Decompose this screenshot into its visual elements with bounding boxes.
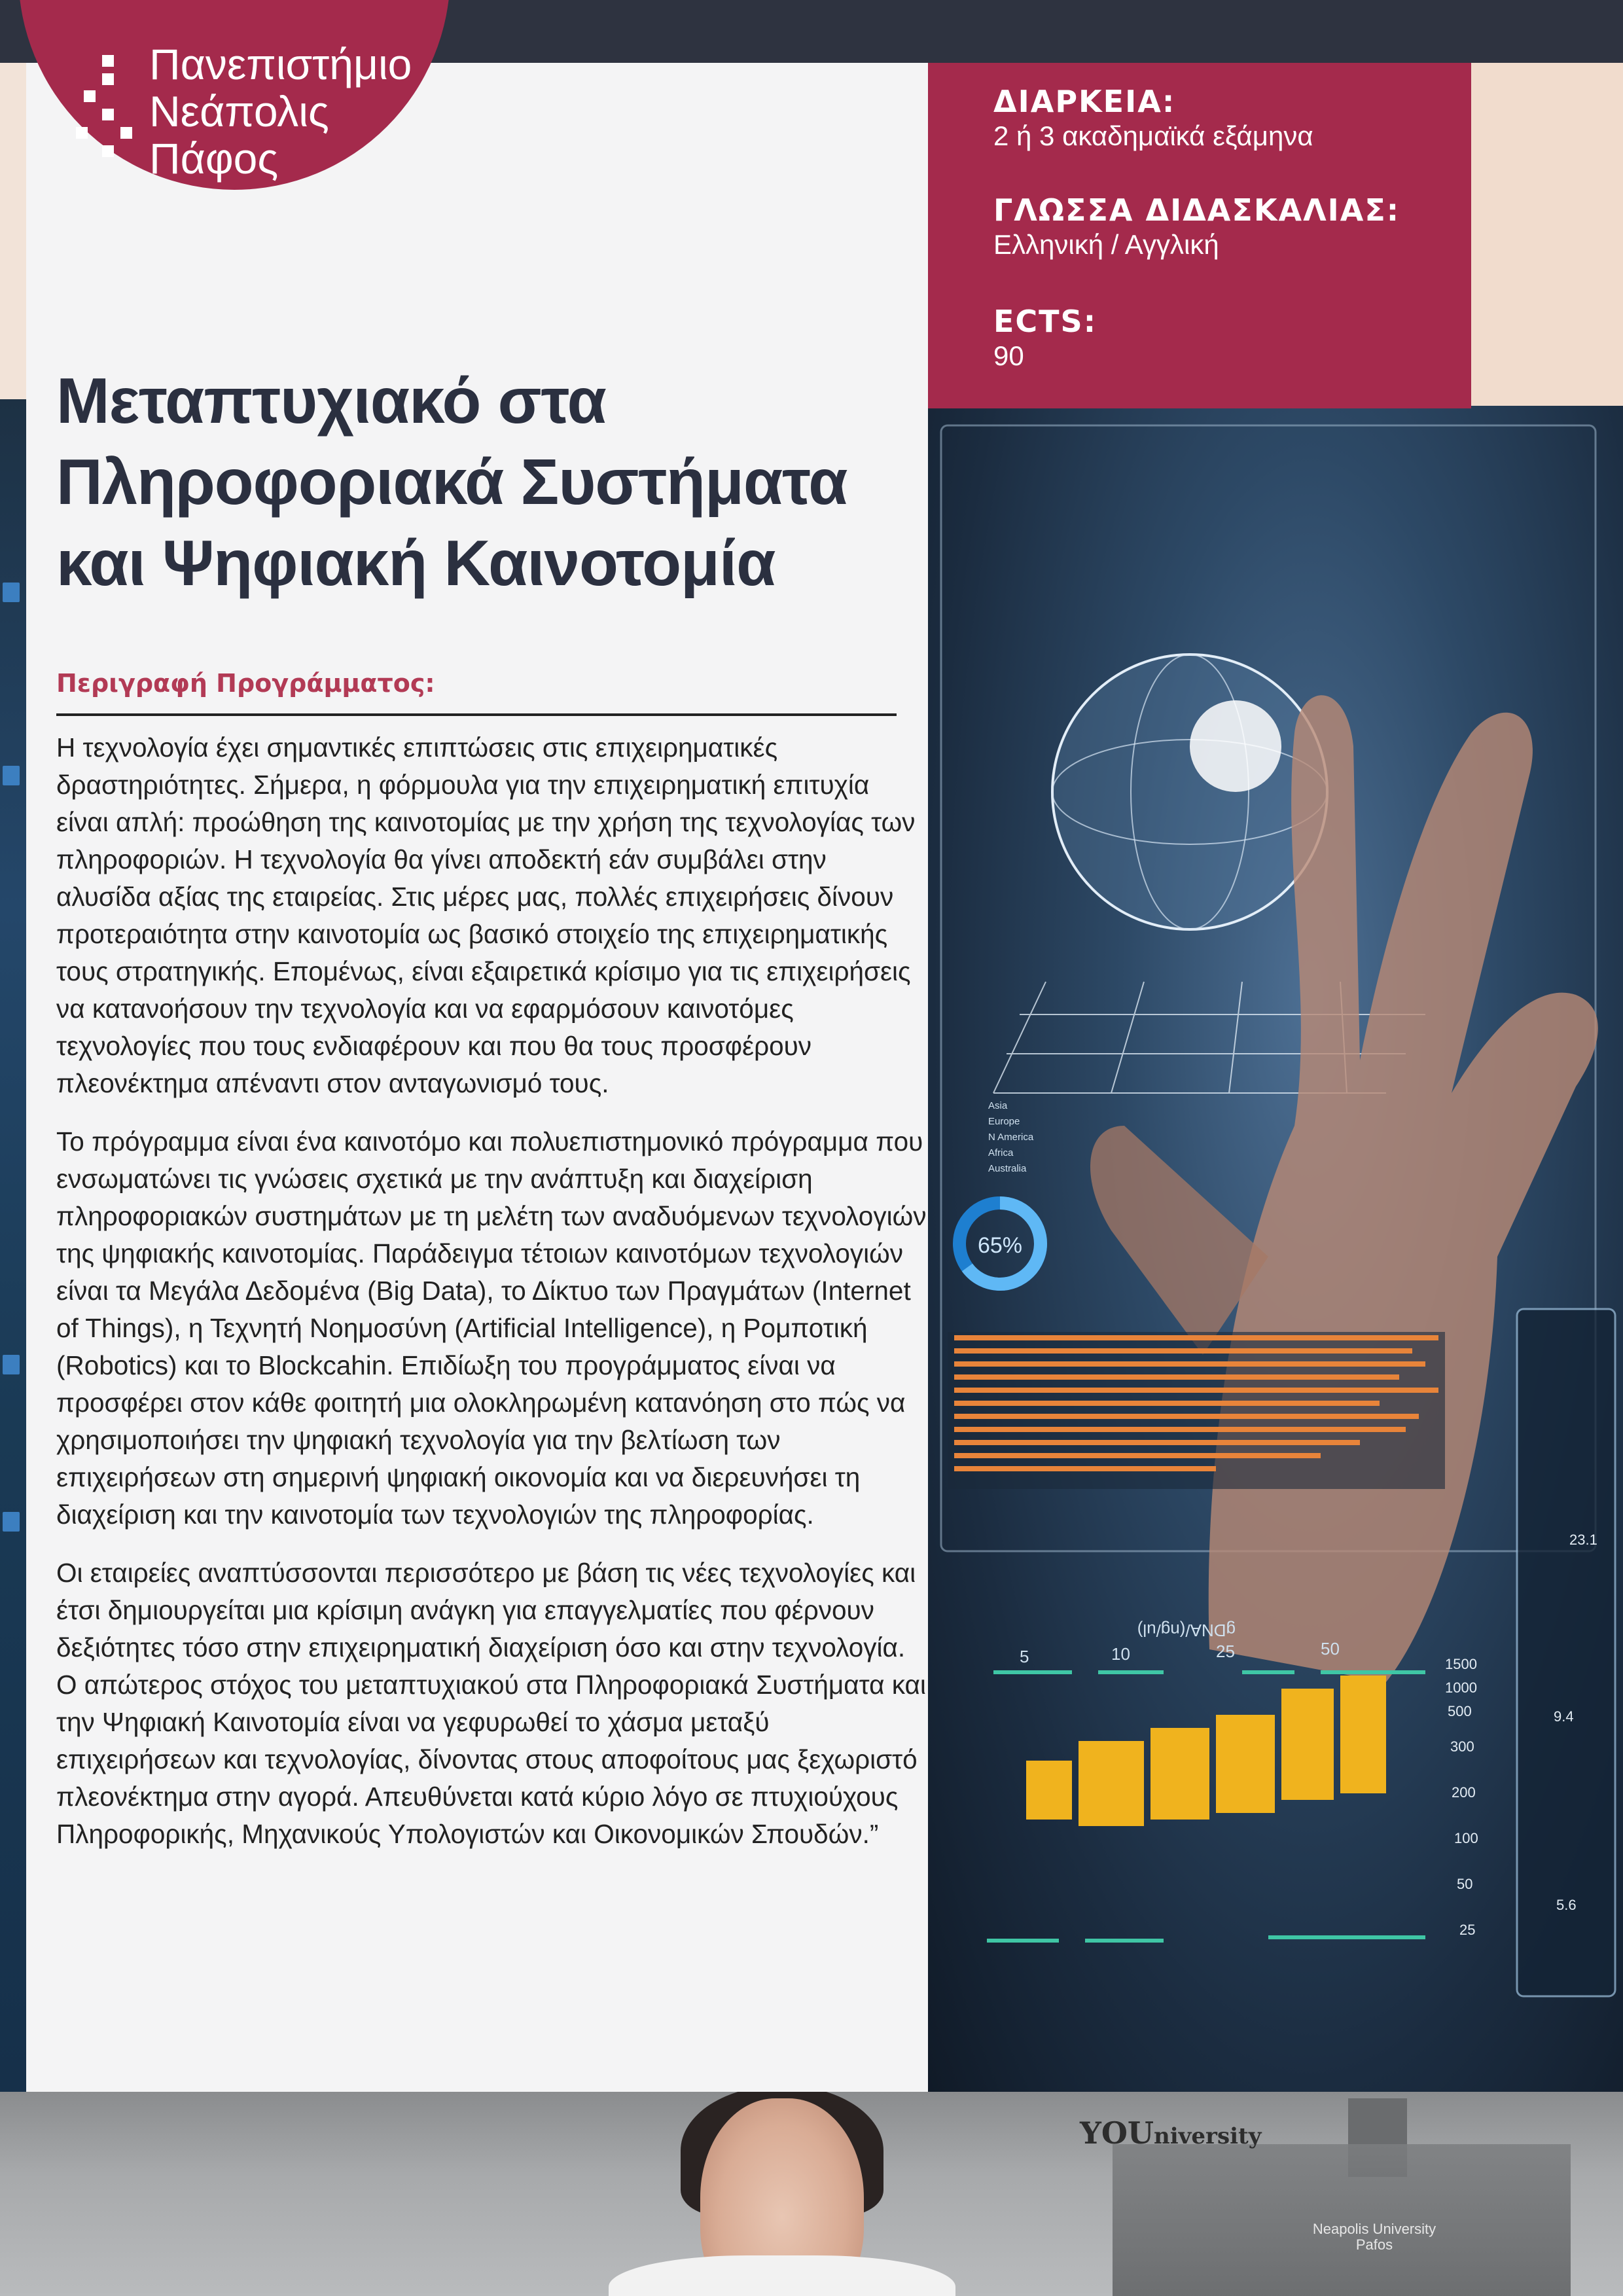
title-line: και Ψηφιακή Καινοτομία	[56, 527, 776, 599]
region-label: Europe	[988, 1116, 1020, 1127]
decor-dot	[3, 1512, 20, 1532]
description-body	[56, 729, 927, 1874]
side-value: 23.1	[1569, 1532, 1597, 1548]
duration-value: 2 ή 3 ακαδημαϊκά εξάμηνα	[993, 120, 1313, 151]
left-background-image	[0, 399, 26, 2094]
program-info-box	[928, 63, 1471, 408]
percent-label: 65%	[977, 1233, 1023, 1258]
ects-value: 90	[993, 340, 1024, 371]
right-tick: 200	[1452, 1784, 1476, 1801]
axis-label: gDNA/(ng/ul)	[1137, 1621, 1236, 1640]
youniversity-brand	[1080, 2115, 1262, 2151]
sign-line: Neapolis University	[1312, 2221, 1436, 2237]
sign-line: Pafos	[1355, 2236, 1393, 2253]
decor-dot	[3, 1355, 20, 1374]
peach-edge	[1471, 63, 1623, 410]
tech-hud-graphic	[928, 406, 1623, 2094]
paragraph: Η τεχνολογία έχει σημαντικές επιπτώσεις στις επιχειρηματικές δραστηριότητες. Σήμερα, η φόρμουλα για την επιχειρηματική επιτυχία είναι απλή: προώθηση της καινοτομίας με την χρήση της τεχνολογίας των πληροφοριών. Η τεχνολογία θα γίνει αποδεκτή εάν συμβάλει στην αλυσίδα αξίας της εταιρείας. Στις μέρες μας, πολλές επιχειρήσεις δίνουν προτεραιότητα στην καινοτομία ως βασικό στοιχείο της επιχειρηματικής τους στρατηγικής. Επομένως, είναι εξαιρετικά κρίσιμο για τις επιχειρήσεις να κατανοήσουν την τεχνολογία και να εφαρμόσουν καινοτόμες τεχνολογίες που τους ενδιαφέρουν και που θα τους προσφέρουν πλεονέκτημα απέναντι στον ανταγωνισμό τους.	[56, 732, 916, 1098]
region-list	[988, 1100, 1034, 1174]
description-heading: Περιγραφή Προγράμματος:	[56, 669, 435, 698]
top-tick: 10	[1111, 1644, 1130, 1664]
yellow-bars	[1026, 1676, 1386, 1826]
right-tick: 1000	[1445, 1679, 1477, 1696]
glow	[1190, 700, 1281, 792]
logo-line: Πάφος	[149, 134, 279, 183]
side-value: 9.4	[1554, 1708, 1574, 1725]
duration-label: ΔΙΑΡΚΕΙΑ:	[993, 84, 1176, 119]
university-building	[1113, 2144, 1571, 2296]
hud-side-panel	[1517, 1309, 1615, 1996]
globe	[1052, 655, 1327, 929]
right-tick: 1500	[1445, 1656, 1477, 1672]
ects-label: ECTS:	[993, 304, 1097, 339]
right-tick: 50	[1457, 1876, 1473, 1892]
heading-rule	[56, 713, 897, 716]
tech-hand-image	[928, 406, 1623, 2094]
top-tick: 50	[1321, 1639, 1340, 1659]
region-label: Australia	[988, 1163, 1027, 1174]
region-label: N America	[988, 1132, 1034, 1143]
right-ticks	[1445, 1656, 1478, 1938]
right-tick: 100	[1454, 1830, 1478, 1846]
bar-panel	[948, 1332, 1445, 1489]
region-label: Asia	[988, 1100, 1008, 1111]
paragraph: Οι εταιρείες αναπτύσσονται περισσότερο με βάση τις νέες τεχνολογίες και έτσι δημιουργείται μια κρίσιμη ανάγκη για επαγγελματίες που φέρνουν δεξιότητες τόσο στην επιχειρηματική διαχείριση όσο και στην τεχνολογία. Ο απώτερος στόχος του μεταπτυχιακού στα Πληροφοριακά Συστήματα και την Ψηφιακή Καινοτομία είναι να γεφυρωθεί το χάσμα μεταξύ επιχειρήσεων και τεχνολογίας, δίνοντας στους αποφοίτους μας ξεχωριστό πλεονέκτημα στην αγορά. Απευθύνεται κατά κύριο λόγο σε πτυχιούχους Πληροφορικής, Μηχανικούς Υπολογιστών και Οικονομικών Σπουδών.”	[56, 1558, 926, 1849]
program-title	[56, 360, 920, 603]
title-line: Πληροφοριακά Συστήματα	[56, 446, 847, 518]
decor-dot	[3, 583, 20, 602]
title-line: Μεταπτυχιακό στα	[56, 365, 606, 437]
brand-big: YOU	[1080, 2115, 1154, 2151]
person-shirt	[609, 2255, 955, 2296]
top-tick: 5	[1020, 1647, 1029, 1666]
brand-small: niversity	[1154, 2123, 1262, 2149]
right-tick: 25	[1459, 1922, 1476, 1938]
logo-line: Νεάπολις	[149, 87, 329, 135]
right-tick: 300	[1450, 1738, 1474, 1755]
logo-mark-icon	[76, 55, 135, 166]
region-label: Africa	[988, 1147, 1014, 1158]
paragraph: Το πρόγραμμα είναι ένα καινοτόμο και πολυεπιστημονικό πρόγραμμα που ενσωματώνει τις γνώσεις σχετικά με την ανάπτυξη και διαχείριση πληροφοριακών συστημάτων με τη μελέτη των αναδυόμενων τεχνολογιών της ψηφιακής καινοτομίας. Παράδειγμα τέτοιων καινοτόμων τεχνολογιών είναι τα Μεγάλα Δεδομένα (Big Data), το Δίκτυο των Πραγμάτων (Internet of Things), η Τεχνητή Νοημοσύνη (Artificial Intelligence), η Ρομποτική (Robotics) και το Blockcahin. Επιδίωξη του προγράμματος είναι να προσφέρει στον κάθε φοιτητή μια ολοκληρωμένη κατανόηση στο πώς να χρησιμοποιήσει την ψηφιακή τεχνολογία για την βελτίωση των επιχειρήσεων στη σημερινή ψηφιακή οικονομία και να διερευνήσει τη διαχείριση και την καινοτομία των τεχνολογιών της πληροφορίας.	[56, 1126, 927, 1530]
logo-wordmark	[149, 41, 412, 182]
building-sign	[1279, 2221, 1469, 2253]
right-tick: 500	[1448, 1703, 1472, 1719]
decor-dot	[3, 766, 20, 785]
top-tick: 25	[1216, 1641, 1235, 1661]
logo-line: Πανεπιστήμιο	[149, 40, 412, 88]
language-label: ΓΛΩΣΣΑ ΔΙΔΑΣΚΑΛΙΑΣ:	[993, 192, 1400, 228]
language-value: Ελληνική / Αγγλική	[993, 229, 1219, 260]
side-value: 5.6	[1556, 1897, 1577, 1913]
bottom-photo-strip	[0, 2092, 1623, 2296]
